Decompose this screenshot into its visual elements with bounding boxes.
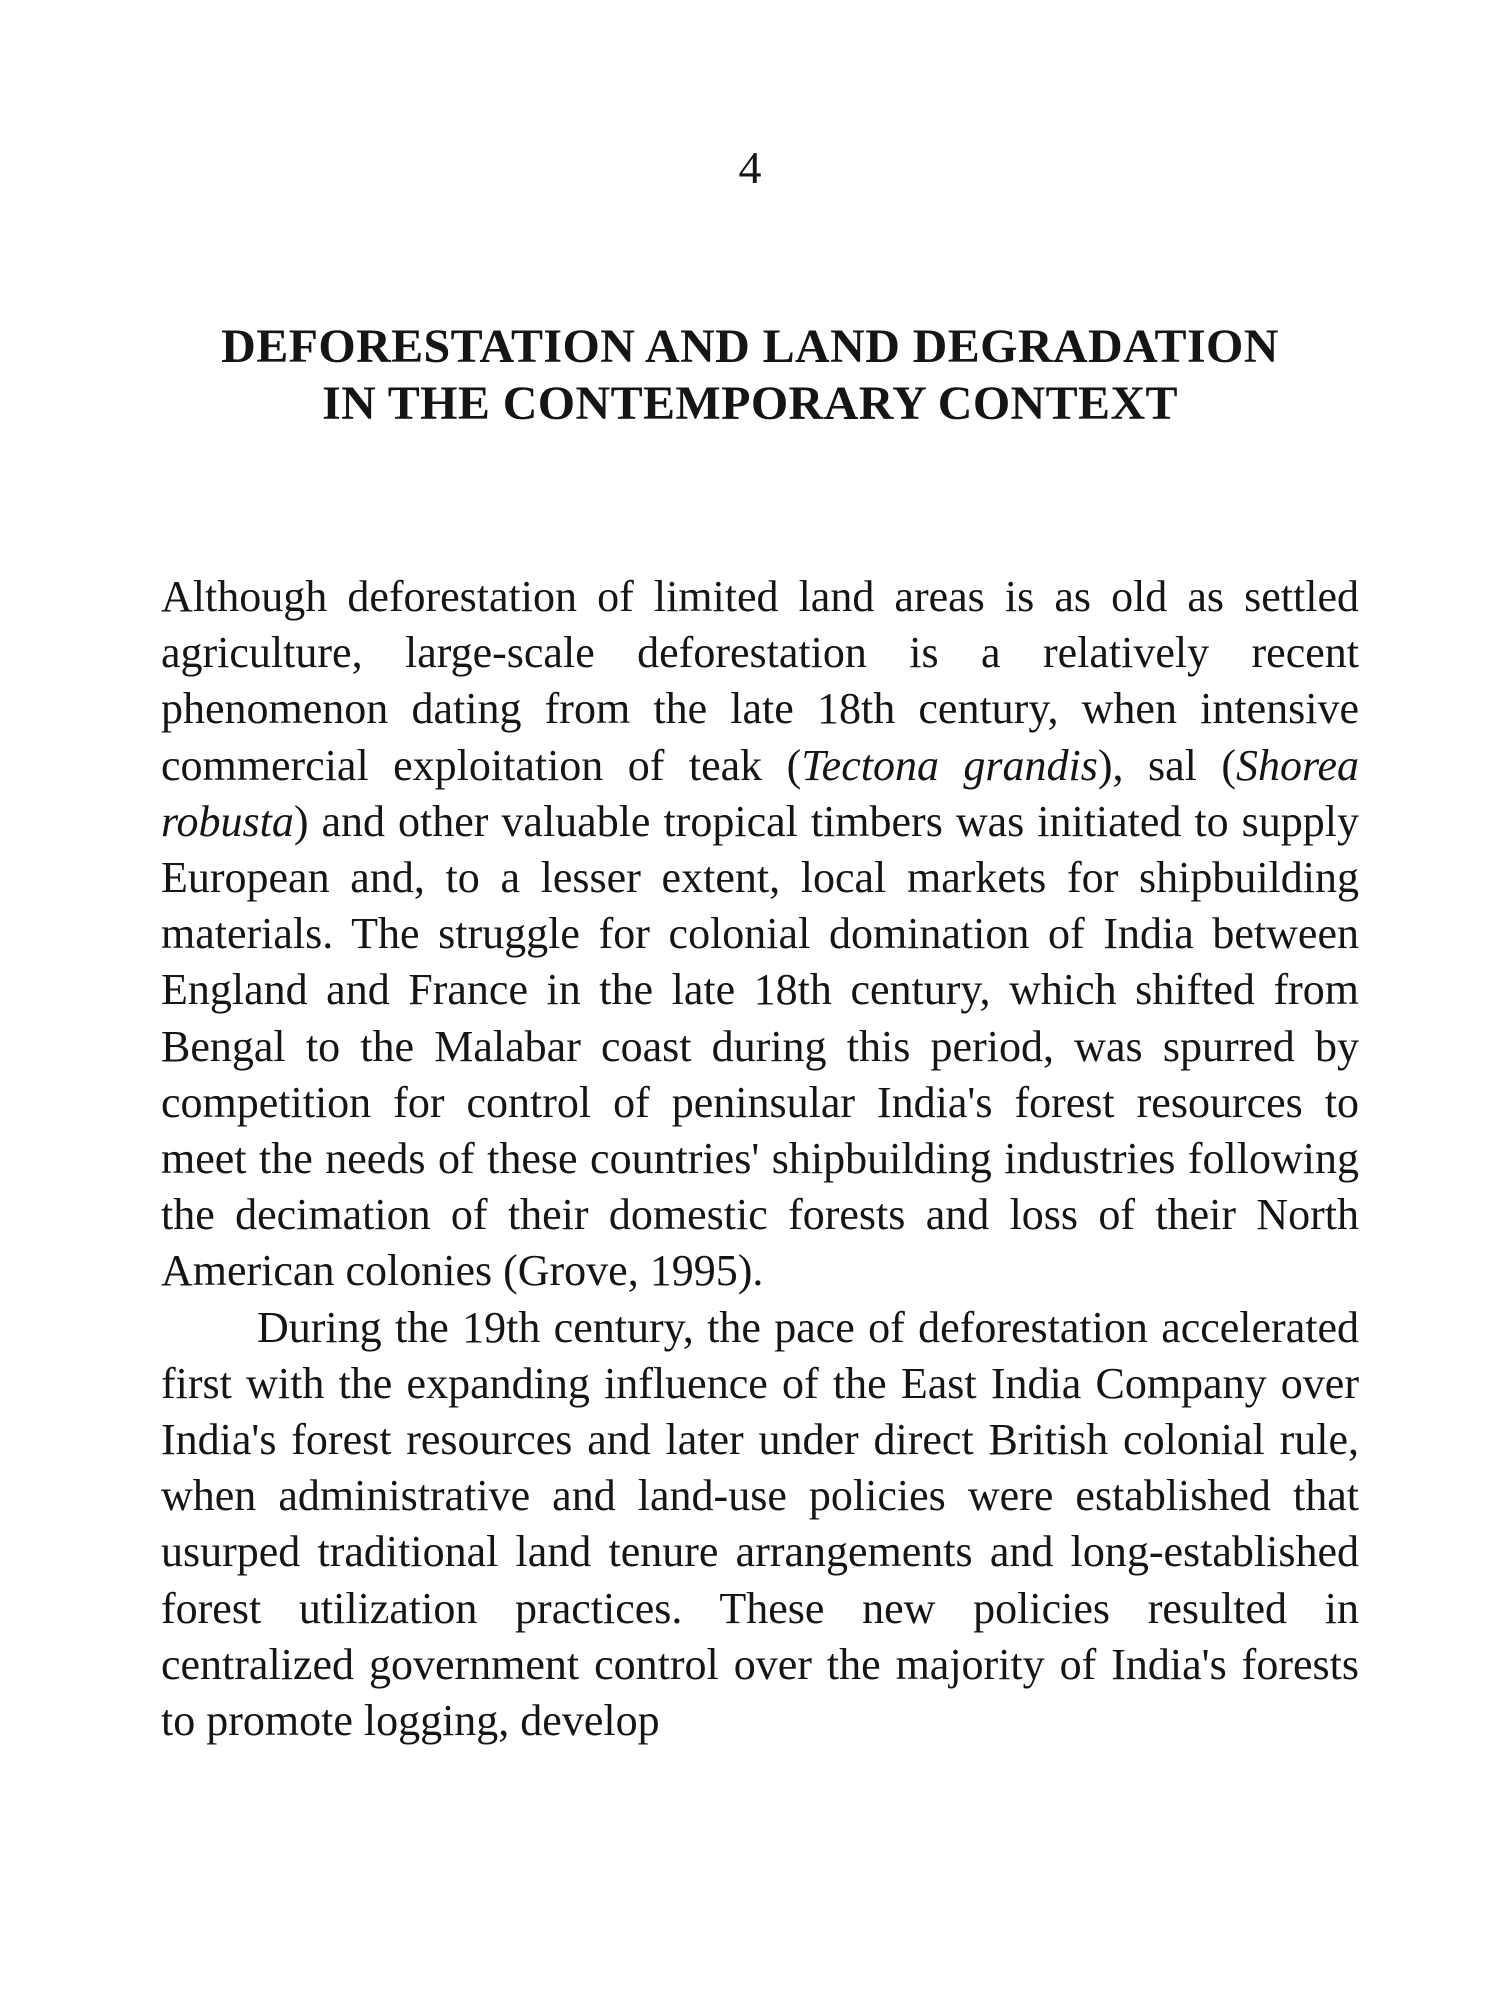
- chapter-title-line-2: IN THE CONTEMPORARY CONTEXT: [322, 377, 1178, 430]
- paragraph-2: During the 19th century, the pace of deforestation accelerated first with the expanding influence of the East India Company over India's forest resources and later under direct British colonial rule, when administrative and land-use policies were established that usurped traditional land tenure arrangements and long-established forest utilization practices. These new policies resulted in centralized government control over the majority of India's forests to promote logging, develop: [161, 1302, 1359, 1746]
- species-name-sal: Shorea robusta: [161, 740, 1360, 846]
- chapter-title: [130, 318, 1370, 432]
- chapter-title-line-1: DEFORESTATION AND LAND DEGRADATION: [221, 320, 1279, 373]
- paragraph-1-text-a: Although deforestation of limited land areas is as old as settled agriculture, large-scale deforestation is a relatively recent phenomenon dating from the late 18th century, when intensive commercial exploitation of teak (: [161, 572, 1359, 790]
- paragraph-1-text-c: ) and other valuable tropical timbers was initiated to supply European and, to a lesser extent, local markets for shipbuilding materials. The struggle for colonial domination of India between England and France in the late 18th century, which shifted from Bengal to the Malabar coast during this period, was spurred by competition for control of peninsular India's forest resources to meet the needs of these countries' shipbuilding industries following the decimation of their domestic forests and loss of their North American colonies (Grove, 1995).: [161, 796, 1359, 1296]
- body-text: [161, 569, 1359, 1749]
- paragraph-1-text-b: ), sal (: [1097, 740, 1236, 790]
- chapter-number: 4: [738, 142, 762, 193]
- species-name-teak: Tectona grandis: [801, 740, 1098, 790]
- paragraph-1: [161, 569, 1359, 1300]
